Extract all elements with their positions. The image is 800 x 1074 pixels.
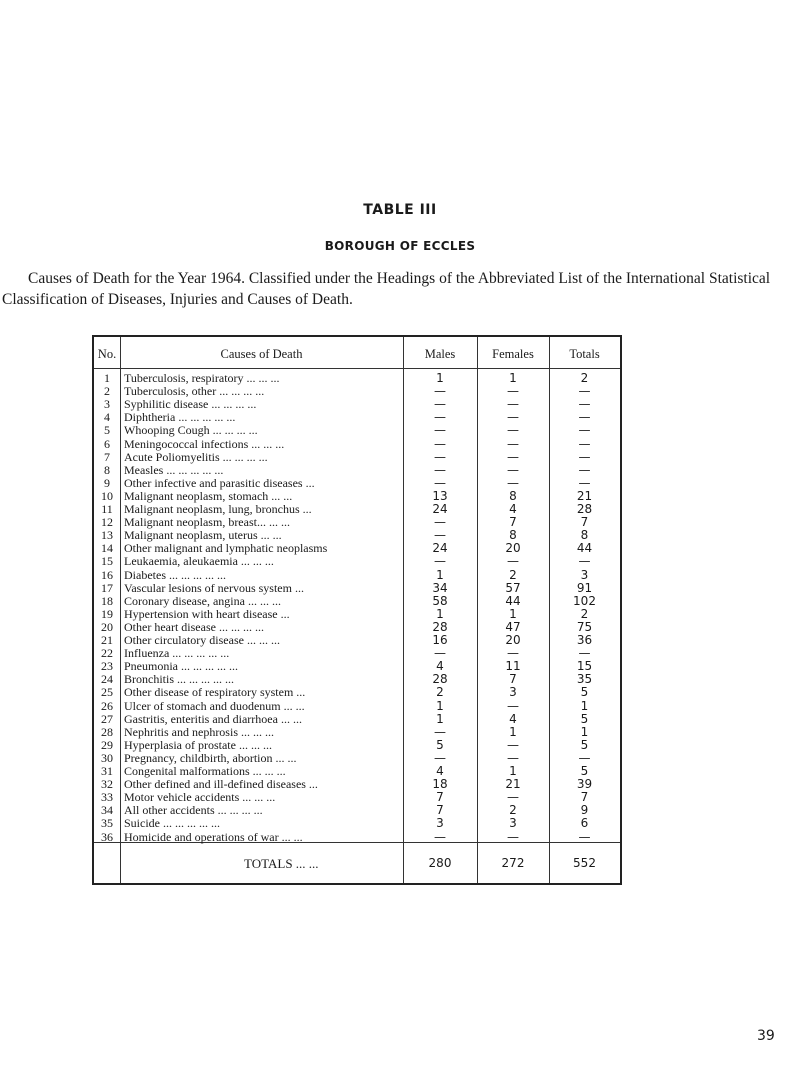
header-totals: Totals [569, 347, 600, 361]
row-cause: Hypertension with heart disease ... [124, 607, 290, 621]
row-cause: Suicide ... ... ... ... ... [124, 817, 220, 831]
row-number: 3 [104, 397, 110, 412]
row-males: 1 [436, 698, 444, 713]
row-number: 19 [101, 606, 113, 621]
row-males: 2 [436, 685, 444, 700]
row-males: 58 [432, 593, 448, 608]
row-number: 4 [104, 410, 110, 425]
row-totals: — [578, 475, 591, 490]
row-females: 1 [509, 606, 517, 621]
row-females: — [507, 384, 519, 399]
table-row [94, 752, 620, 765]
table-row [94, 372, 620, 385]
table-row [94, 739, 620, 752]
header-males: Males [424, 347, 456, 361]
row-cause: Malignant neoplasm, breast... ... ... [124, 516, 290, 530]
row-cause: Malignant neoplasm, lung, bronchus ... [124, 503, 312, 516]
row-number: 25 [101, 685, 113, 700]
row-totals: — [578, 397, 591, 412]
table-heading: TABLE III [363, 202, 437, 218]
row-totals: — [578, 436, 591, 451]
row-totals: 5 [580, 764, 589, 778]
row-cause: Meningococcal infections ... ... ... [124, 437, 285, 451]
table-row [94, 438, 620, 451]
row-females: — [507, 698, 519, 713]
row-number: 12 [101, 515, 113, 530]
row-number: 7 [104, 449, 110, 464]
row-totals: — [578, 829, 591, 844]
row-males: 4 [436, 764, 444, 778]
row-females: — [507, 397, 519, 412]
row-totals: 5 [580, 737, 589, 752]
row-males: 3 [436, 816, 444, 831]
row-females: 2 [509, 567, 517, 582]
table-row [94, 582, 620, 595]
row-number: 36 [101, 829, 113, 844]
page-number: 39 [757, 1028, 775, 1044]
row-females: 21 [505, 777, 521, 792]
row-totals: 15 [576, 659, 593, 674]
table-row [94, 424, 620, 437]
row-cause: Other disease of respiratory system ... [124, 686, 306, 700]
row-number: 10 [101, 488, 113, 503]
table-description: Causes of Death for the Year 1964. Classified under the Headings of the Abbreviated List of the International Statistical Classification of Diseases, Injuries and Causes of Death. [2, 270, 771, 308]
row-females: — [507, 475, 519, 490]
row-cause: Bronchitis ... ... ... ... ... [124, 673, 234, 687]
row-number: 24 [101, 672, 113, 687]
table-row [94, 569, 620, 582]
row-cause: Pneumonia ... ... ... ... ... [124, 660, 238, 674]
header-no: No. [97, 347, 117, 361]
row-cause: Whooping Cough ... ... ... ... [124, 424, 258, 438]
row-females: 20 [505, 633, 521, 647]
row-number: 14 [101, 541, 113, 556]
row-number: 28 [101, 724, 113, 739]
row-totals: 3 [580, 567, 589, 582]
causes-of-death-table [92, 335, 622, 885]
row-females: 4 [509, 502, 517, 516]
row-totals: 1 [580, 724, 589, 739]
row-number: 22 [101, 646, 113, 661]
row-females: 1 [509, 764, 517, 778]
row-females: 3 [509, 816, 517, 831]
table-row [94, 686, 620, 699]
row-males: 1 [436, 711, 444, 726]
row-totals: — [578, 646, 591, 661]
row-males: — [434, 449, 446, 464]
table-row [94, 477, 620, 490]
row-males: 16 [432, 633, 448, 647]
row-number: 15 [101, 554, 113, 569]
table-row [94, 503, 620, 516]
row-totals: 39 [576, 777, 593, 792]
table-row [94, 464, 620, 477]
row-males: 5 [436, 737, 444, 752]
row-females: 3 [509, 685, 517, 700]
row-females: 1 [509, 724, 517, 739]
row-totals: 75 [576, 619, 593, 634]
row-males: — [434, 475, 446, 490]
row-males: — [434, 750, 446, 765]
row-males: 1 [436, 567, 444, 582]
row-totals: 5 [580, 711, 589, 726]
row-totals: — [578, 449, 591, 464]
row-number: 31 [101, 764, 113, 778]
row-cause: Hyperplasia of prostate ... ... ... [124, 738, 272, 752]
table-row [94, 700, 620, 713]
row-cause: Diabetes ... ... ... ... ... [124, 568, 226, 582]
row-females: 4 [509, 711, 517, 726]
row-number: 33 [101, 790, 113, 805]
table-row [94, 634, 620, 647]
borough-heading: BOROUGH OF ECCLES [324, 239, 476, 253]
table-row [94, 726, 620, 739]
row-totals: 7 [580, 790, 589, 805]
row-number: 13 [101, 528, 113, 543]
table-row [94, 621, 620, 634]
row-cause: Tuberculosis, respiratory ... ... ... [124, 372, 280, 385]
row-number: 6 [104, 436, 110, 451]
row-females: — [507, 829, 519, 844]
row-totals: 102 [573, 593, 596, 608]
table-row [94, 595, 620, 608]
row-females: 20 [505, 541, 521, 556]
row-males: 24 [432, 502, 448, 516]
row-males: — [434, 410, 446, 425]
table-row [94, 516, 620, 529]
row-females: — [507, 410, 519, 425]
row-females: — [507, 462, 519, 477]
row-females: — [507, 790, 519, 805]
row-number: 8 [104, 462, 110, 477]
row-males: — [434, 829, 446, 844]
row-males: 7 [436, 803, 444, 818]
row-cause: Malignant neoplasm, stomach ... ... [124, 489, 293, 503]
row-cause: Coronary disease, angina ... ... ... [124, 594, 281, 608]
row-females: 57 [505, 580, 521, 595]
row-cause: Diphtheria ... ... ... ... ... [124, 411, 236, 425]
row-cause: Pregnancy, childbirth, abortion ... ... [124, 751, 297, 765]
table-row [94, 451, 620, 464]
row-females: — [507, 646, 519, 661]
row-cause: Acute Poliomyelitis ... ... ... ... [124, 450, 268, 464]
totals-label: TOTALS ... ... [244, 856, 319, 871]
totals-total: 552 [573, 856, 596, 870]
row-males: — [434, 724, 446, 739]
row-number: 23 [101, 659, 113, 674]
row-males: 4 [436, 659, 444, 674]
row-males: — [434, 515, 446, 530]
row-number: 1 [104, 371, 110, 385]
row-males: 13 [432, 488, 448, 503]
row-males: — [434, 554, 446, 569]
row-cause: Leukaemia, aleukaemia ... ... ... [124, 555, 274, 569]
totals-females: 272 [501, 856, 525, 870]
table-row [94, 713, 620, 726]
table-row [94, 529, 620, 542]
row-cause: Other heart disease ... ... ... ... [124, 620, 264, 634]
row-totals: — [578, 750, 591, 765]
table-row [94, 660, 620, 673]
row-males: 28 [432, 619, 448, 634]
row-totals: 2 [580, 371, 589, 385]
row-males: 1 [436, 371, 444, 385]
row-males: 1 [436, 606, 444, 621]
row-females: 11 [505, 659, 521, 674]
row-totals: 1 [580, 698, 589, 713]
row-totals: — [578, 423, 591, 438]
row-number: 2 [104, 384, 110, 399]
table-row [94, 555, 620, 568]
table-row [94, 831, 620, 844]
row-totals: 6 [580, 816, 589, 831]
row-females: — [507, 737, 519, 752]
table-row [94, 608, 620, 621]
row-number: 26 [101, 698, 113, 713]
table-row [94, 542, 620, 555]
row-totals: 91 [576, 580, 593, 595]
table-row [94, 673, 620, 686]
row-number: 29 [101, 737, 113, 752]
row-number: 21 [101, 633, 113, 647]
row-totals: 7 [580, 515, 589, 530]
table-row [94, 411, 620, 424]
row-totals: 21 [576, 488, 593, 503]
row-cause: Measles ... ... ... ... ... [124, 463, 224, 477]
row-females: 8 [509, 528, 517, 543]
row-males: — [434, 384, 446, 399]
row-number: 32 [101, 777, 113, 792]
table-row [94, 385, 620, 398]
row-males: — [434, 462, 446, 477]
row-males: — [434, 397, 446, 412]
row-totals: — [578, 554, 591, 569]
row-totals: — [578, 410, 591, 425]
row-females: 1 [509, 371, 517, 385]
table-row [94, 778, 620, 791]
row-number: 34 [101, 803, 113, 818]
row-cause: Ulcer of stomach and duodenum ... ... [124, 699, 305, 713]
row-totals: 28 [576, 502, 593, 516]
row-females: 8 [509, 488, 517, 503]
row-totals: 44 [576, 541, 593, 556]
row-cause: Congenital malformations ... ... ... [124, 765, 286, 778]
table-row [94, 791, 620, 804]
table-row [94, 398, 620, 411]
row-females: — [507, 423, 519, 438]
table-row [94, 647, 620, 660]
row-males: — [434, 436, 446, 451]
row-totals: 2 [580, 606, 589, 621]
row-number: 35 [101, 816, 113, 831]
row-males: 34 [432, 580, 448, 595]
row-males: 18 [432, 777, 448, 792]
row-females: 44 [505, 593, 521, 608]
row-females: — [507, 436, 519, 451]
row-number: 11 [101, 502, 113, 516]
row-totals: 9 [580, 803, 589, 818]
row-females: 47 [505, 619, 521, 634]
row-males: 28 [432, 672, 448, 687]
row-cause: Other infective and parasitic diseases ... [124, 476, 315, 490]
row-totals: 36 [576, 633, 593, 647]
row-cause: Other circulatory disease ... ... ... [124, 634, 280, 647]
row-cause: Motor vehicle accidents ... ... ... [124, 791, 276, 805]
table-row [94, 817, 620, 830]
row-cause: Gastritis, enteritis and diarrhoea ... ... [124, 712, 302, 726]
row-number: 30 [101, 750, 113, 765]
row-cause: All other accidents ... ... ... ... [124, 804, 263, 818]
header-cause: Causes of Death [220, 347, 303, 361]
row-totals: 8 [580, 528, 589, 543]
totals-males: 280 [428, 856, 452, 870]
header-females: Females [492, 347, 534, 361]
row-males: 24 [432, 541, 448, 556]
row-number: 17 [101, 580, 113, 595]
row-cause: Tuberculosis, other ... ... ... ... [124, 385, 265, 399]
row-number: 16 [101, 567, 113, 582]
row-totals: — [578, 384, 591, 399]
row-number: 18 [101, 593, 113, 608]
table-row [94, 765, 620, 778]
row-number: 9 [104, 475, 110, 490]
row-cause: Other defined and ill-defined diseases ... [124, 778, 318, 792]
row-males: — [434, 646, 446, 661]
row-females: 7 [509, 672, 517, 687]
row-totals: 35 [576, 672, 593, 687]
row-females: — [507, 449, 519, 464]
row-number: 27 [101, 711, 113, 726]
row-cause: Homicide and operations of war ... ... [124, 830, 303, 844]
row-females: — [507, 750, 519, 765]
row-males: — [434, 423, 446, 438]
table-row [94, 490, 620, 503]
row-number: 20 [101, 619, 113, 634]
row-cause: Other malignant and lymphatic neoplasms [124, 542, 328, 556]
table-row [94, 804, 620, 817]
row-females: 7 [509, 515, 517, 530]
row-totals: 5 [580, 685, 589, 700]
row-females: — [507, 554, 519, 569]
row-males: 7 [436, 790, 444, 805]
row-number: 5 [104, 423, 110, 438]
row-totals: — [578, 462, 591, 477]
row-cause: Nephritis and nephrosis ... ... ... [124, 725, 274, 739]
row-females: 2 [509, 803, 517, 818]
row-cause: Vascular lesions of nervous system ... [124, 581, 304, 595]
row-cause: Influenza ... ... ... ... ... [124, 647, 230, 661]
row-males: — [434, 528, 446, 543]
row-cause: Malignant neoplasm, uterus ... ... [124, 529, 282, 543]
row-cause: Syphilitic disease ... ... ... ... [124, 398, 257, 412]
